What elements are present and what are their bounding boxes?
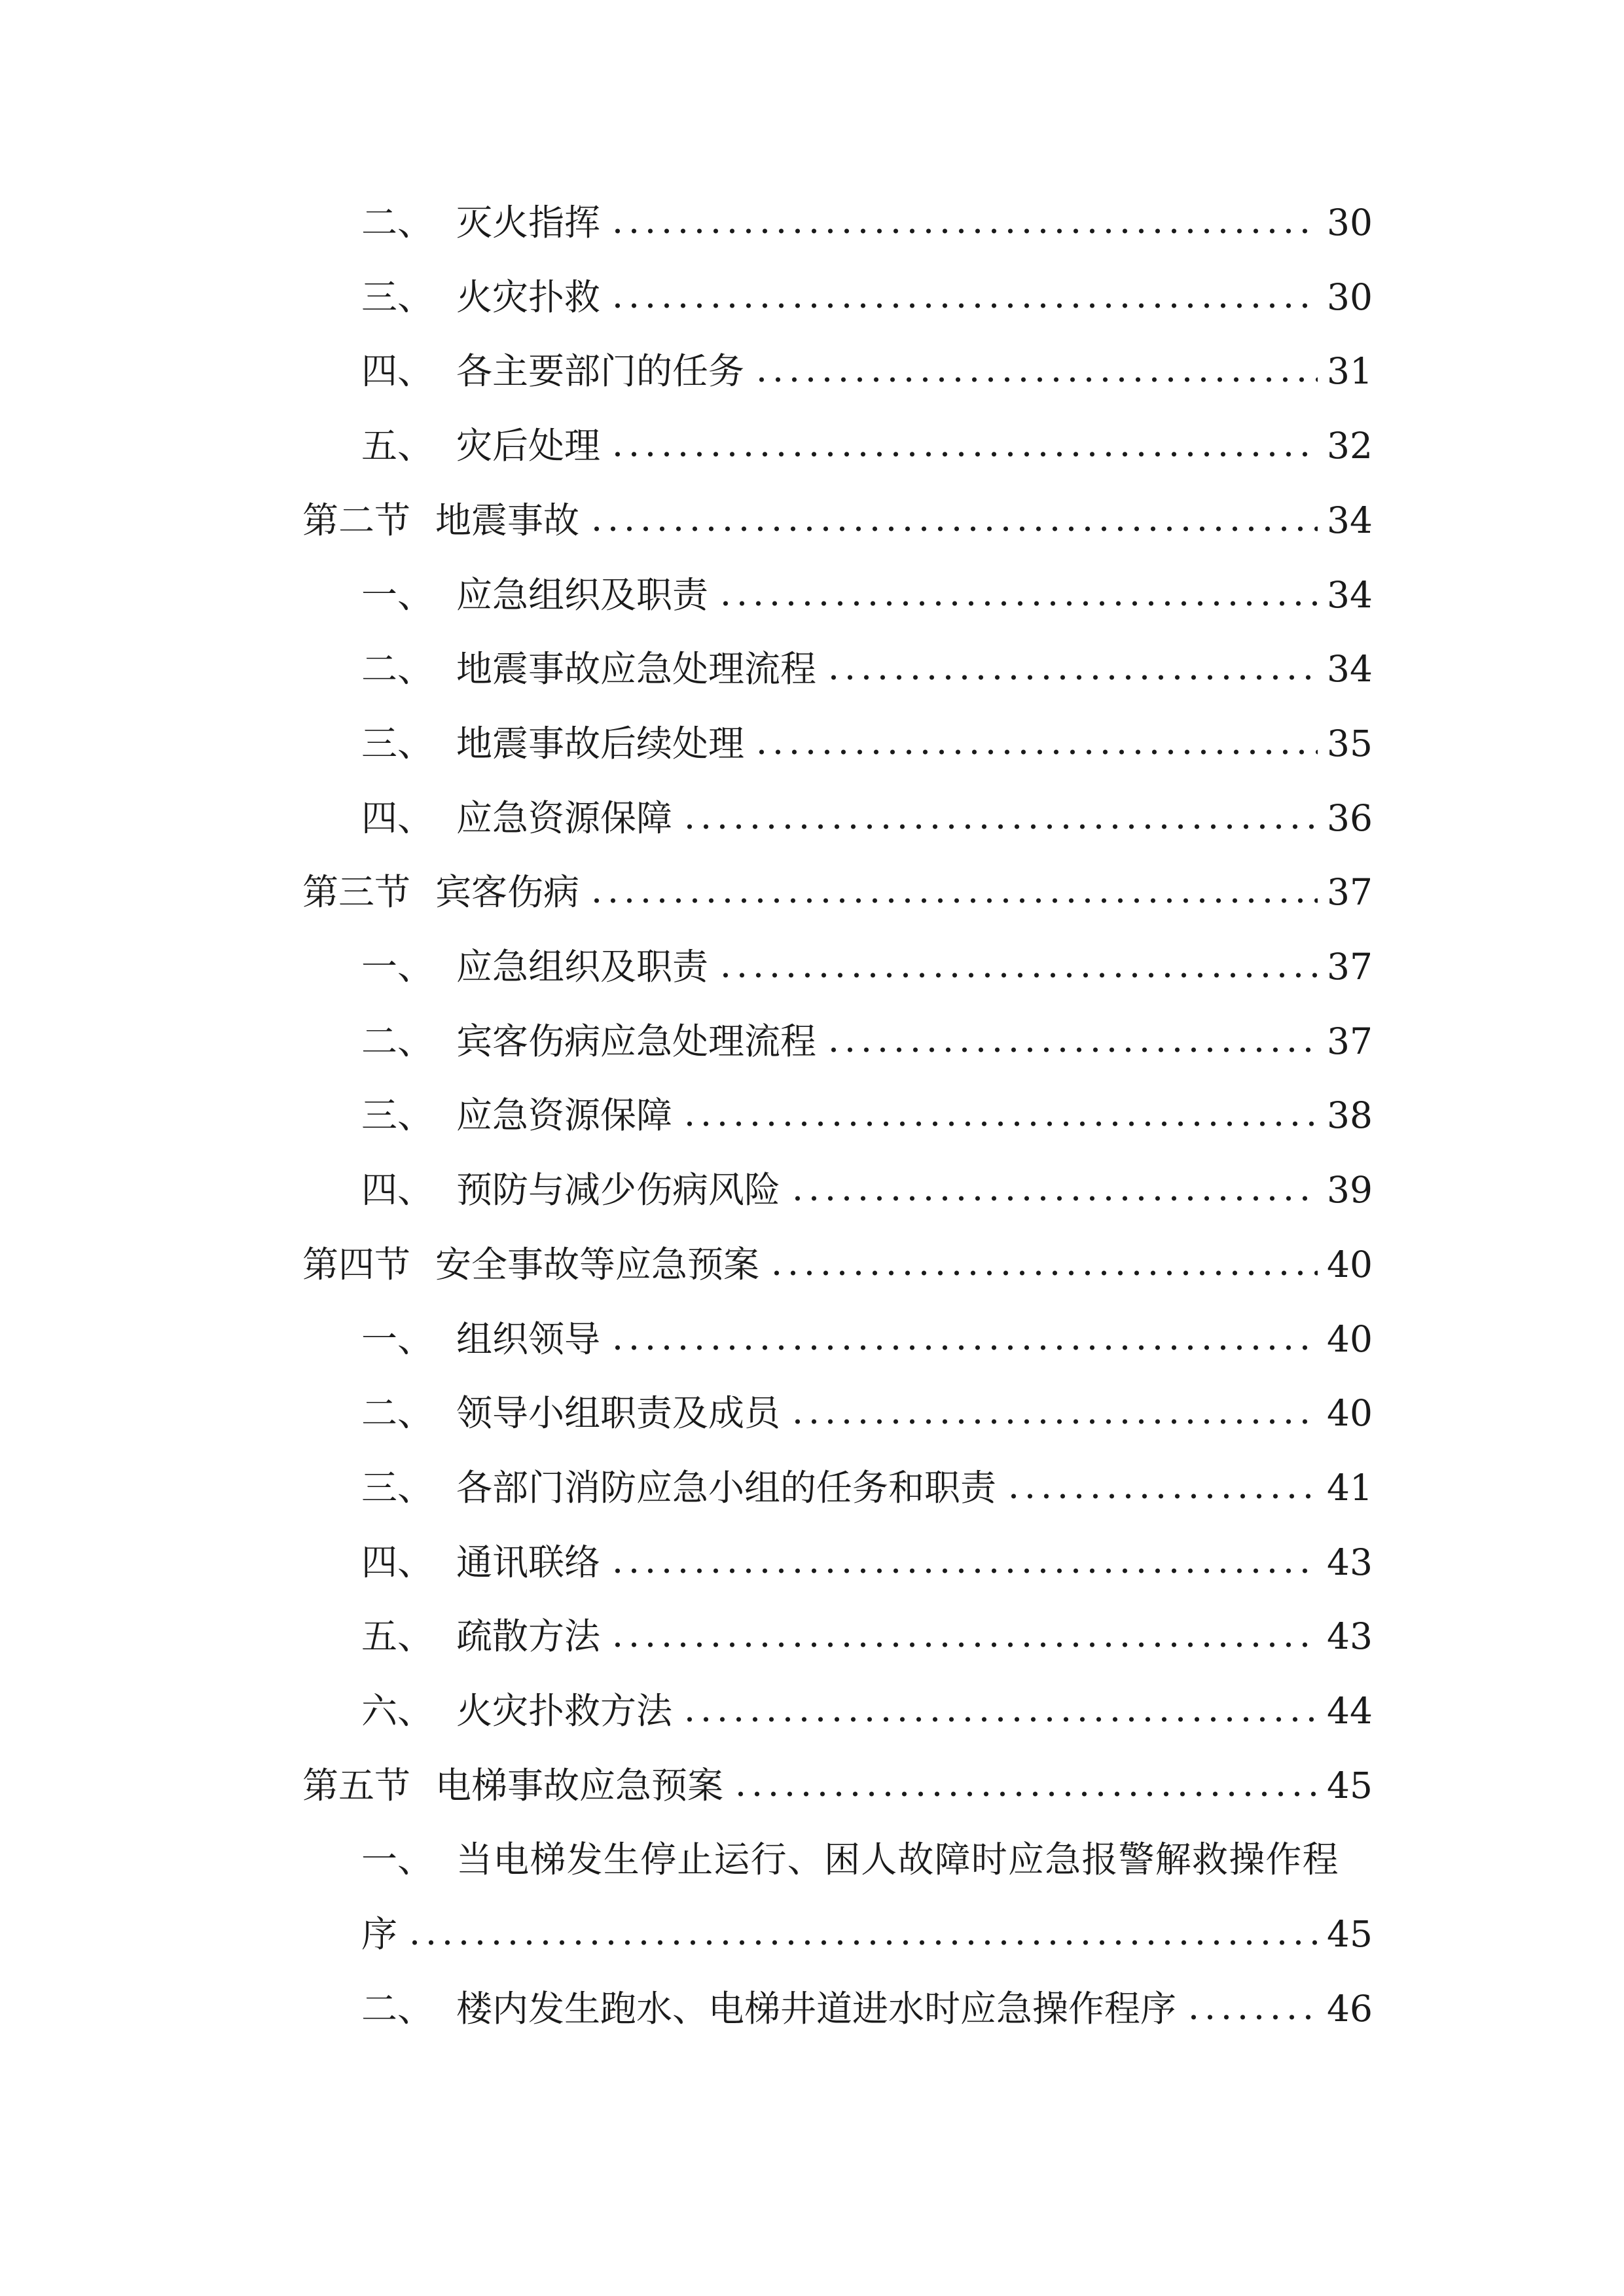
toc-entry-title: 应急资源保障 (456, 797, 673, 839)
dot-leader (609, 1567, 1318, 1575)
toc-entry-number: 第三节 (302, 871, 411, 913)
toc-page-number: 36 (1327, 797, 1373, 839)
toc-page-number: 31 (1327, 350, 1373, 392)
toc-entry-title: 地震事故后续处理 (456, 723, 745, 764)
toc-entry-number: 三、 (361, 276, 434, 318)
toc-entry-title: 应急资源保障 (456, 1094, 673, 1136)
dot-leader (609, 1641, 1318, 1649)
toc-page-number: 34 (1327, 499, 1373, 541)
toc-section-entry[interactable] (302, 1242, 1373, 1287)
toc-page-number: 32 (1327, 425, 1373, 467)
toc-entry-title: 通讯联络 (456, 1541, 601, 1583)
dot-leader (609, 227, 1318, 235)
toc-entry-number: 三、 (361, 1467, 434, 1509)
dot-leader (717, 600, 1318, 607)
dot-leader (588, 897, 1318, 905)
dot-leader (406, 1939, 1318, 1946)
toc-entry-number: 五、 (361, 425, 434, 467)
toc-entry-title: 领导小组职责及成员 (456, 1392, 781, 1434)
toc-entry-number: 六、 (361, 1690, 434, 1732)
toc-entry[interactable] (361, 1465, 1373, 1511)
toc-entry[interactable] (361, 1018, 1373, 1064)
toc-page-number: 45 (1327, 1913, 1373, 1955)
toc-entry-title: 地震事故应急处理流程 (456, 648, 817, 690)
toc-page-number: 45 (1327, 1765, 1373, 1806)
toc-entry-title: 各主要部门的任务 (456, 350, 745, 392)
toc-entry-number: 四、 (361, 797, 434, 839)
toc-page-number: 37 (1327, 1020, 1373, 1062)
toc-entry-title: 应急组织及职责 (456, 574, 709, 616)
toc-page-number: 37 (1327, 871, 1373, 913)
dot-leader (609, 1344, 1318, 1352)
toc-entry[interactable] (361, 348, 1373, 394)
toc-page-number: 30 (1327, 202, 1373, 243)
toc-entry[interactable] (361, 200, 1373, 245)
toc-entry-title: 安全事故等应急预案 (435, 1244, 760, 1285)
toc-entry[interactable] (361, 1092, 1373, 1138)
dot-leader (681, 823, 1318, 831)
dot-leader (588, 525, 1318, 533)
toc-entry-number: 四、 (361, 1541, 434, 1583)
dot-leader (825, 673, 1318, 681)
toc-entry-title: 火灾扑救 (456, 276, 601, 318)
toc-entry-number: 五、 (361, 1615, 434, 1657)
toc-entry-number: 四、 (361, 350, 434, 392)
toc-entry-number: 三、 (361, 1094, 434, 1136)
toc-section-entry[interactable] (302, 497, 1373, 543)
toc-entry-title: 疏散方法 (456, 1615, 601, 1657)
toc-entry-title: 宾客伤病应急处理流程 (456, 1020, 817, 1062)
dot-leader (753, 748, 1318, 756)
dot-leader (825, 1046, 1318, 1054)
toc-page-number: 37 (1327, 946, 1373, 988)
dot-leader (732, 1790, 1318, 1798)
toc-entry-title: 应急组织及职责 (456, 946, 709, 988)
toc-entry[interactable] (361, 1390, 1373, 1436)
toc-page-number: 43 (1327, 1541, 1373, 1583)
toc-entry[interactable] (361, 721, 1373, 766)
dot-leader (768, 1269, 1318, 1277)
toc-page-number: 34 (1327, 648, 1373, 690)
toc-page-number: 46 (1327, 1988, 1373, 2030)
toc-entry-number: 第二节 (302, 499, 411, 541)
toc-entry[interactable] (361, 646, 1373, 692)
dot-leader (609, 302, 1318, 310)
toc-page-number: 40 (1327, 1392, 1373, 1434)
toc-entry-number: 二、 (361, 1020, 434, 1062)
dot-leader (681, 1715, 1318, 1723)
toc-entry-title: 地震事故 (435, 499, 580, 541)
toc-entry[interactable] (361, 795, 1373, 841)
toc-entry[interactable] (361, 1167, 1373, 1213)
toc-entry-title: 预防与减少伤病风险 (456, 1169, 781, 1211)
dot-leader (789, 1418, 1318, 1426)
toc-entry[interactable] (361, 1613, 1373, 1659)
toc-entry-title: 宾客伤病 (435, 871, 580, 913)
toc-entry-number: 二、 (361, 1392, 434, 1434)
toc-entry[interactable] (361, 1837, 1373, 1882)
toc-entry[interactable] (361, 1688, 1373, 1734)
toc-page-number: 41 (1327, 1467, 1373, 1509)
toc-page-number: 35 (1327, 723, 1373, 764)
toc-entry-title: 灭火指挥 (456, 202, 601, 243)
toc-entry-title: 楼内发生跑水、电梯井道进水时应急操作程序 (456, 1988, 1177, 2030)
toc-entry[interactable] (361, 1986, 1373, 2032)
dot-leader (789, 1194, 1318, 1202)
toc-entry[interactable] (361, 274, 1373, 320)
toc-entry-number: 一、 (361, 1318, 434, 1360)
toc-page-number: 40 (1327, 1244, 1373, 1285)
toc-entry-title: 火灾扑救方法 (456, 1690, 673, 1732)
toc-entry[interactable] (361, 1316, 1373, 1362)
toc-page-number: 40 (1327, 1318, 1373, 1360)
toc-entry-number: 四、 (361, 1169, 434, 1211)
toc-entry[interactable] (361, 944, 1373, 990)
dot-leader (1005, 1492, 1318, 1500)
toc-entry-number: 三、 (361, 723, 434, 764)
toc-entry-number: 一、 (361, 574, 434, 616)
toc-entry-title: 组织领导 (456, 1318, 601, 1360)
toc-entry[interactable] (361, 1911, 1373, 1957)
toc-page-number: 39 (1327, 1169, 1373, 1211)
toc-entry-number: 二、 (361, 202, 434, 243)
toc-section-entry[interactable] (302, 1763, 1373, 1808)
toc-page-number: 44 (1327, 1690, 1373, 1732)
dot-leader (1185, 2013, 1318, 2021)
dot-leader (753, 376, 1318, 384)
toc-page-number: 43 (1327, 1615, 1373, 1657)
toc-entry-number: 一、 (361, 946, 434, 988)
toc-page-number: 38 (1327, 1094, 1373, 1136)
dot-leader (681, 1120, 1318, 1128)
toc-entry-number: 一、 (361, 1839, 434, 1880)
toc-entry-title: 序 (361, 1913, 398, 1955)
dot-leader (717, 971, 1318, 979)
toc-entry-title: 当电梯发生停止运行、困人故障时应急报警解救操作程 (456, 1839, 1339, 1880)
toc-entry[interactable] (361, 1539, 1373, 1585)
toc-entry-number: 二、 (361, 1988, 434, 2030)
toc-entry-title: 电梯事故应急预案 (435, 1765, 724, 1806)
toc-entry-title: 灾后处理 (456, 425, 601, 467)
toc-entry-number: 二、 (361, 648, 434, 690)
toc-entry[interactable] (361, 572, 1373, 618)
toc-entry-title: 各部门消防应急小组的任务和职责 (456, 1467, 997, 1509)
toc-page-number: 34 (1327, 574, 1373, 616)
toc-page-number: 30 (1327, 276, 1373, 318)
toc-entry-number: 第四节 (302, 1244, 411, 1285)
toc-entry-number: 第五节 (302, 1765, 411, 1806)
toc-section-entry[interactable] (302, 869, 1373, 915)
dot-leader (609, 450, 1318, 458)
toc-entry[interactable] (361, 423, 1373, 469)
